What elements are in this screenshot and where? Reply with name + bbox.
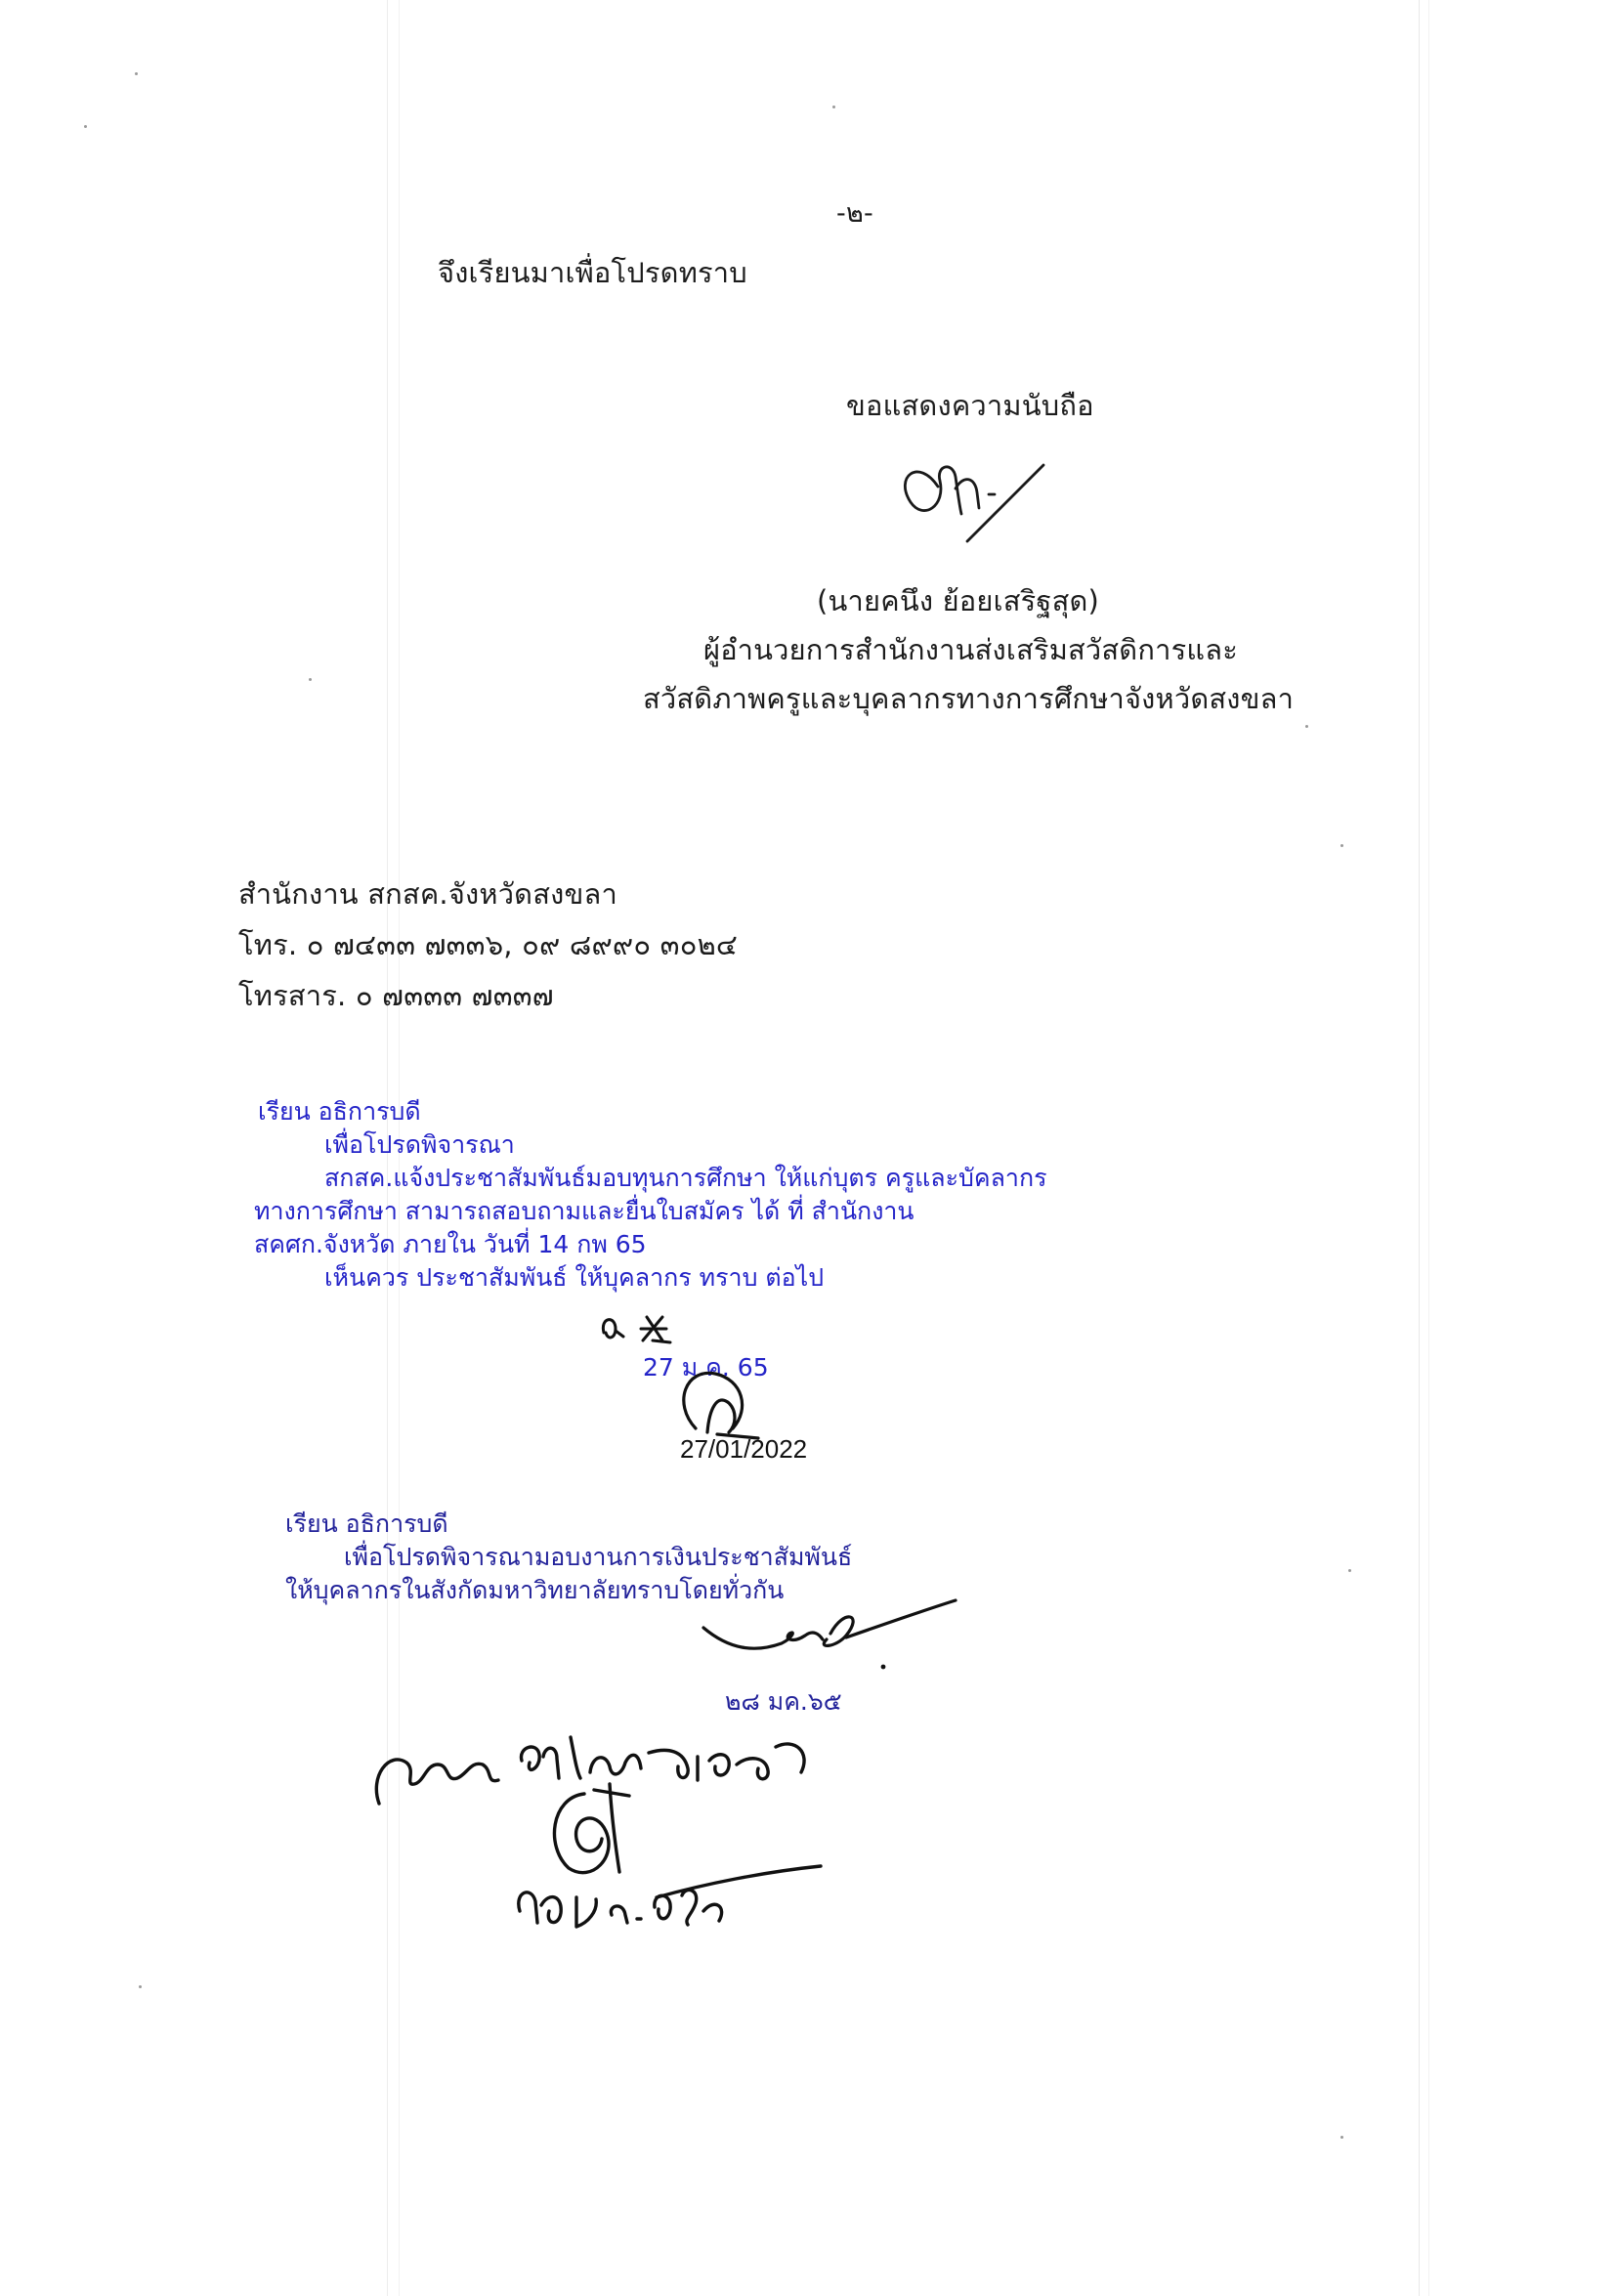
office-phone: โทร. ๐ ๗๔๓๓ ๗๓๓๖, ๐๙ ๘๙๙๐ ๓๐๒๔ [238, 928, 739, 961]
scan-line-right [1419, 0, 1420, 2296]
signer-title-line2: สวัสดิภาพครูและบุคลากรทางการศึกษาจังหวัดสงขลา [643, 682, 1295, 715]
director-signature [899, 438, 1075, 545]
scan-speck [1340, 844, 1343, 847]
complimentary-close: ขอแสดงความนับถือ [846, 389, 1094, 422]
signer-name: (นายคนึง ย้อยเสริฐสุด) [817, 584, 1100, 617]
handwritten-note-line2 [510, 1862, 842, 1940]
scan-speck [1340, 2136, 1343, 2139]
minute1-line5: สคศก.จังหวัด ภายใน วันที่ 14 กพ 65 [254, 1230, 647, 1258]
minute1-line6: เห็นควร ประชาสัมพันธ์ ให้บุคลากร ทราบ ต่อไป [324, 1263, 825, 1292]
scan-speck [309, 678, 312, 681]
office-name: สำนักงาน สกสค.จังหวัดสงขลา [238, 877, 617, 911]
signer-title-line1: ผู้อำนวยการสำนักงานส่งเสริมสวัสดิการและ [703, 633, 1238, 666]
office-fax: โทรสาร. ๐ ๗๓๓๓ ๗๓๓๗ [238, 979, 554, 1012]
minute1-line2: เพื่อโปรดพิจารณา [324, 1130, 515, 1159]
minute1-line3: สกสค.แจ้งประชาสัมพันธ์มอบทุนการศึกษา ให้แก่บุตร ครูและบัคลากร [324, 1164, 1047, 1192]
closing-line: จึงเรียนมาเพื่อโปรดทราบ [438, 256, 747, 289]
minute2-date: ๒๘ มค.๖๕ [725, 1687, 842, 1716]
minute2-line1: เรียน อธิการบดี [285, 1509, 448, 1538]
scan-speck [139, 1985, 142, 1988]
minute1-date-numeric: 27/01/2022 [680, 1434, 808, 1464]
scan-speck [1305, 725, 1308, 728]
minute2-line2: เพื่อโปรดพิจารณามอบงานการเงินประชาสัมพันธ์ [344, 1543, 853, 1571]
minute2-signature [700, 1594, 963, 1682]
minute1-initials-signature [598, 1311, 696, 1350]
minute1-line1: เรียน อธิการบดี [258, 1097, 421, 1126]
minute1-date: 27 ม.ค. 65 [643, 1353, 769, 1382]
scan-speck [84, 125, 87, 128]
minute1-line4: ทางการศึกษา สามารถสอบถามและยื่นใบสมัคร ได้ ที่ สำนักงาน [254, 1197, 914, 1225]
scan-speck [832, 106, 835, 108]
page-number: -๒- [836, 198, 873, 229]
scan-speck [1348, 1569, 1351, 1572]
scan-line-right-2 [1428, 0, 1429, 2296]
scan-speck [135, 72, 138, 75]
minute2-line3: ให้บุคลากรในสังกัดมหาวิทยาลัยทราบโดยทั่วกัน [285, 1576, 785, 1604]
